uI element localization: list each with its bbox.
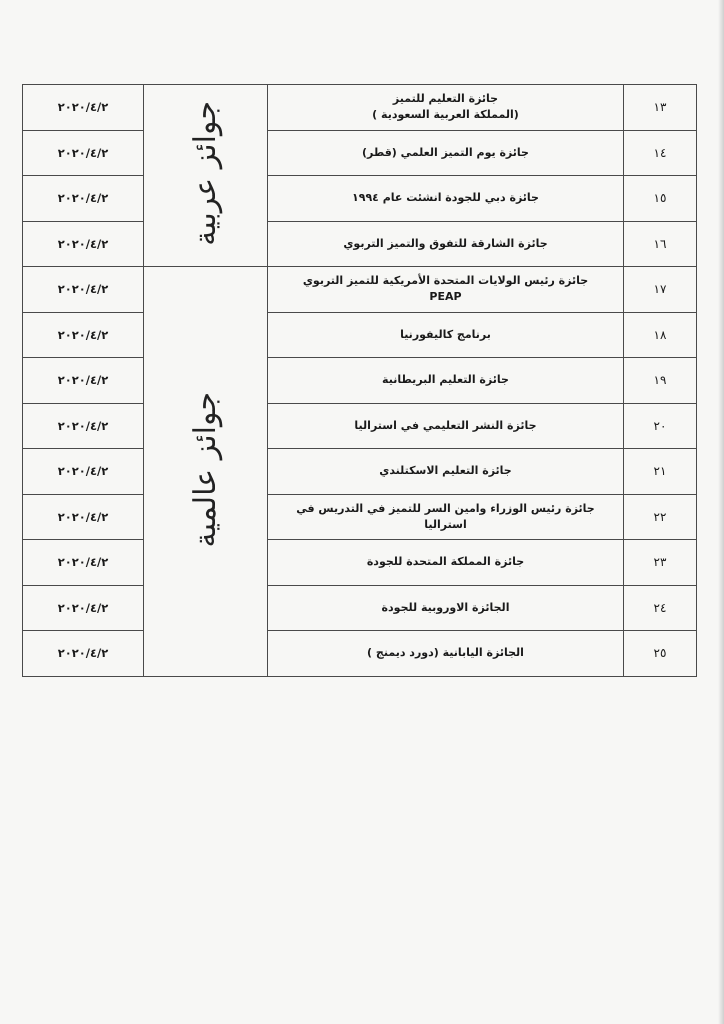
award-name: جائزة التعليم البريطانية: [268, 358, 624, 404]
row-number: ٢٠: [624, 403, 697, 449]
table-row: [23, 221, 697, 267]
row-number: ١٣: [624, 85, 697, 131]
table-row: [23, 85, 697, 131]
table-row: [23, 494, 697, 540]
award-name: [268, 267, 624, 313]
category-label: جوائز عالمية: [187, 391, 223, 547]
row-number: ١٨: [624, 312, 697, 358]
award-name: [268, 85, 624, 131]
table-row: [23, 403, 697, 449]
table-row: [23, 267, 697, 313]
row-number: ٢٤: [624, 585, 697, 631]
award-date: ٢٠٢٠/٤/٢: [23, 358, 144, 404]
award-name: جائزة الشارقة للتفوق والتميز التربوي: [268, 221, 624, 267]
award-name: الجائزة الاوروبية للجودة: [268, 585, 624, 631]
page-edge-shadow: [718, 0, 724, 1024]
table-row: [23, 585, 697, 631]
award-date: ٢٠٢٠/٤/٢: [23, 130, 144, 176]
award-name-line: جائزة التعليم للتميز: [392, 92, 499, 106]
award-name: الجائزة اليابانية (دورد ديمنج ): [268, 631, 624, 677]
table-row: [23, 449, 697, 495]
award-name: جائزة يوم التميز العلمي (قطر): [268, 130, 624, 176]
table-row: [23, 358, 697, 404]
table-row: [23, 176, 697, 222]
table-row: [23, 540, 697, 586]
row-number: ٢٥: [624, 631, 697, 677]
table-row: [23, 312, 697, 358]
award-date: ٢٠٢٠/٤/٢: [23, 540, 144, 586]
award-date: ٢٠٢٠/٤/٢: [23, 221, 144, 267]
row-number: ٢٣: [624, 540, 697, 586]
row-number: ٢١: [624, 449, 697, 495]
category-cell-arab: [144, 85, 268, 267]
row-number: ٢٢: [624, 494, 697, 540]
award-date: ٢٠٢٠/٤/٢: [23, 267, 144, 313]
table-row: [23, 631, 697, 677]
award-date: ٢٠٢٠/٤/٢: [23, 85, 144, 131]
row-number: ١٧: [624, 267, 697, 313]
award-date: ٢٠٢٠/٤/٢: [23, 585, 144, 631]
award-name: جائزة المملكة المتحدة للجودة: [268, 540, 624, 586]
award-name-line: جائزة رئيس الولايات المتحدة الأمريكية للتميز التربوي: [302, 274, 589, 288]
row-number: ١٥: [624, 176, 697, 222]
award-date: ٢٠٢٠/٤/٢: [23, 449, 144, 495]
award-name: جائزة دبي للجودة انشئت عام ١٩٩٤: [268, 176, 624, 222]
award-name: برنامج كاليفورنيا: [268, 312, 624, 358]
category-label: جوائز عربية: [187, 101, 223, 246]
award-name: جائزة رئيس الوزراء وامين السر للتميز في التدريس في استراليا: [268, 494, 624, 540]
row-number: ١٤: [624, 130, 697, 176]
category-cell-international: [144, 267, 268, 677]
award-name-line2: PEAP: [429, 290, 462, 304]
award-name: جائزة التعليم الاسكتلندي: [268, 449, 624, 495]
awards-table: [22, 84, 697, 677]
award-date: ٢٠٢٠/٤/٢: [23, 631, 144, 677]
award-date: ٢٠٢٠/٤/٢: [23, 312, 144, 358]
award-name: جائزة النشر التعليمي في استراليا: [268, 403, 624, 449]
award-date: ٢٠٢٠/٤/٢: [23, 176, 144, 222]
award-name-line2: (المملكة العربية السعودية ): [372, 108, 519, 122]
award-date: ٢٠٢٠/٤/٢: [23, 494, 144, 540]
table-row: [23, 130, 697, 176]
row-number: ١٦: [624, 221, 697, 267]
award-date: ٢٠٢٠/٤/٢: [23, 403, 144, 449]
row-number: ١٩: [624, 358, 697, 404]
